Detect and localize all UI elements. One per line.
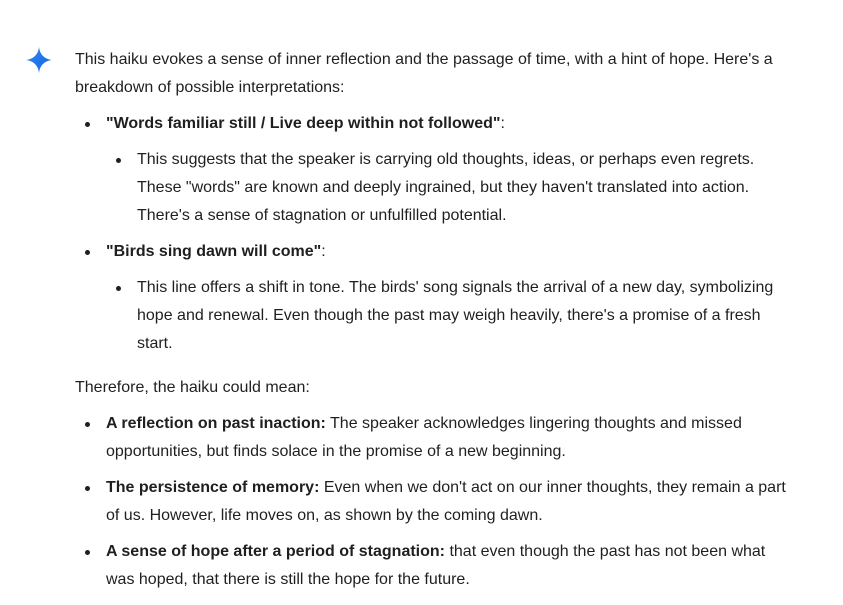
list-item: This suggests that the speaker is carrying old thoughts, ideas, or perhaps even regrets. These "words" are known and deeply ingrained, but they haven't translated into action. There's a sense of stagnation or unfulfilled potential. [106, 146, 787, 230]
list-item: This line offers a shift in tone. The birds' song signals the arrival of a new day, symbolizing hope and renewal. Even though the past may weigh heavily, there's a promise of a fresh start. [106, 274, 787, 358]
assistant-response [75, 46, 787, 602]
gemini-sparkle-icon [25, 46, 53, 74]
meaning-intro: Therefore, the haiku could mean: [75, 379, 310, 396]
list-item [75, 110, 787, 230]
list-item: A sense of hope after a period of stagnation: that even though the past has not been what was hoped, that there is still the hope for the future. [75, 538, 787, 594]
meanings-list [75, 410, 787, 594]
list-item: A reflection on past inaction: The speaker acknowledges lingering thoughts and missed opportunities, but finds solace in the promise of a new beginning. [75, 410, 787, 466]
list-item [75, 238, 787, 358]
interpretation-heading: "Birds sing dawn will come": [106, 243, 326, 260]
interpretation-heading: "Words familiar still / Live deep within not followed": [106, 115, 505, 132]
response-intro: This haiku evokes a sense of inner reflection and the passage of time, with a hint of hope. Here's a breakdown of possible interpretations: [75, 51, 773, 96]
interpretations-list [75, 110, 787, 358]
list-item: The persistence of memory: Even when we don't act on our inner thoughts, they remain a part of us. However, life moves on, as shown by the coming dawn. [75, 474, 787, 530]
